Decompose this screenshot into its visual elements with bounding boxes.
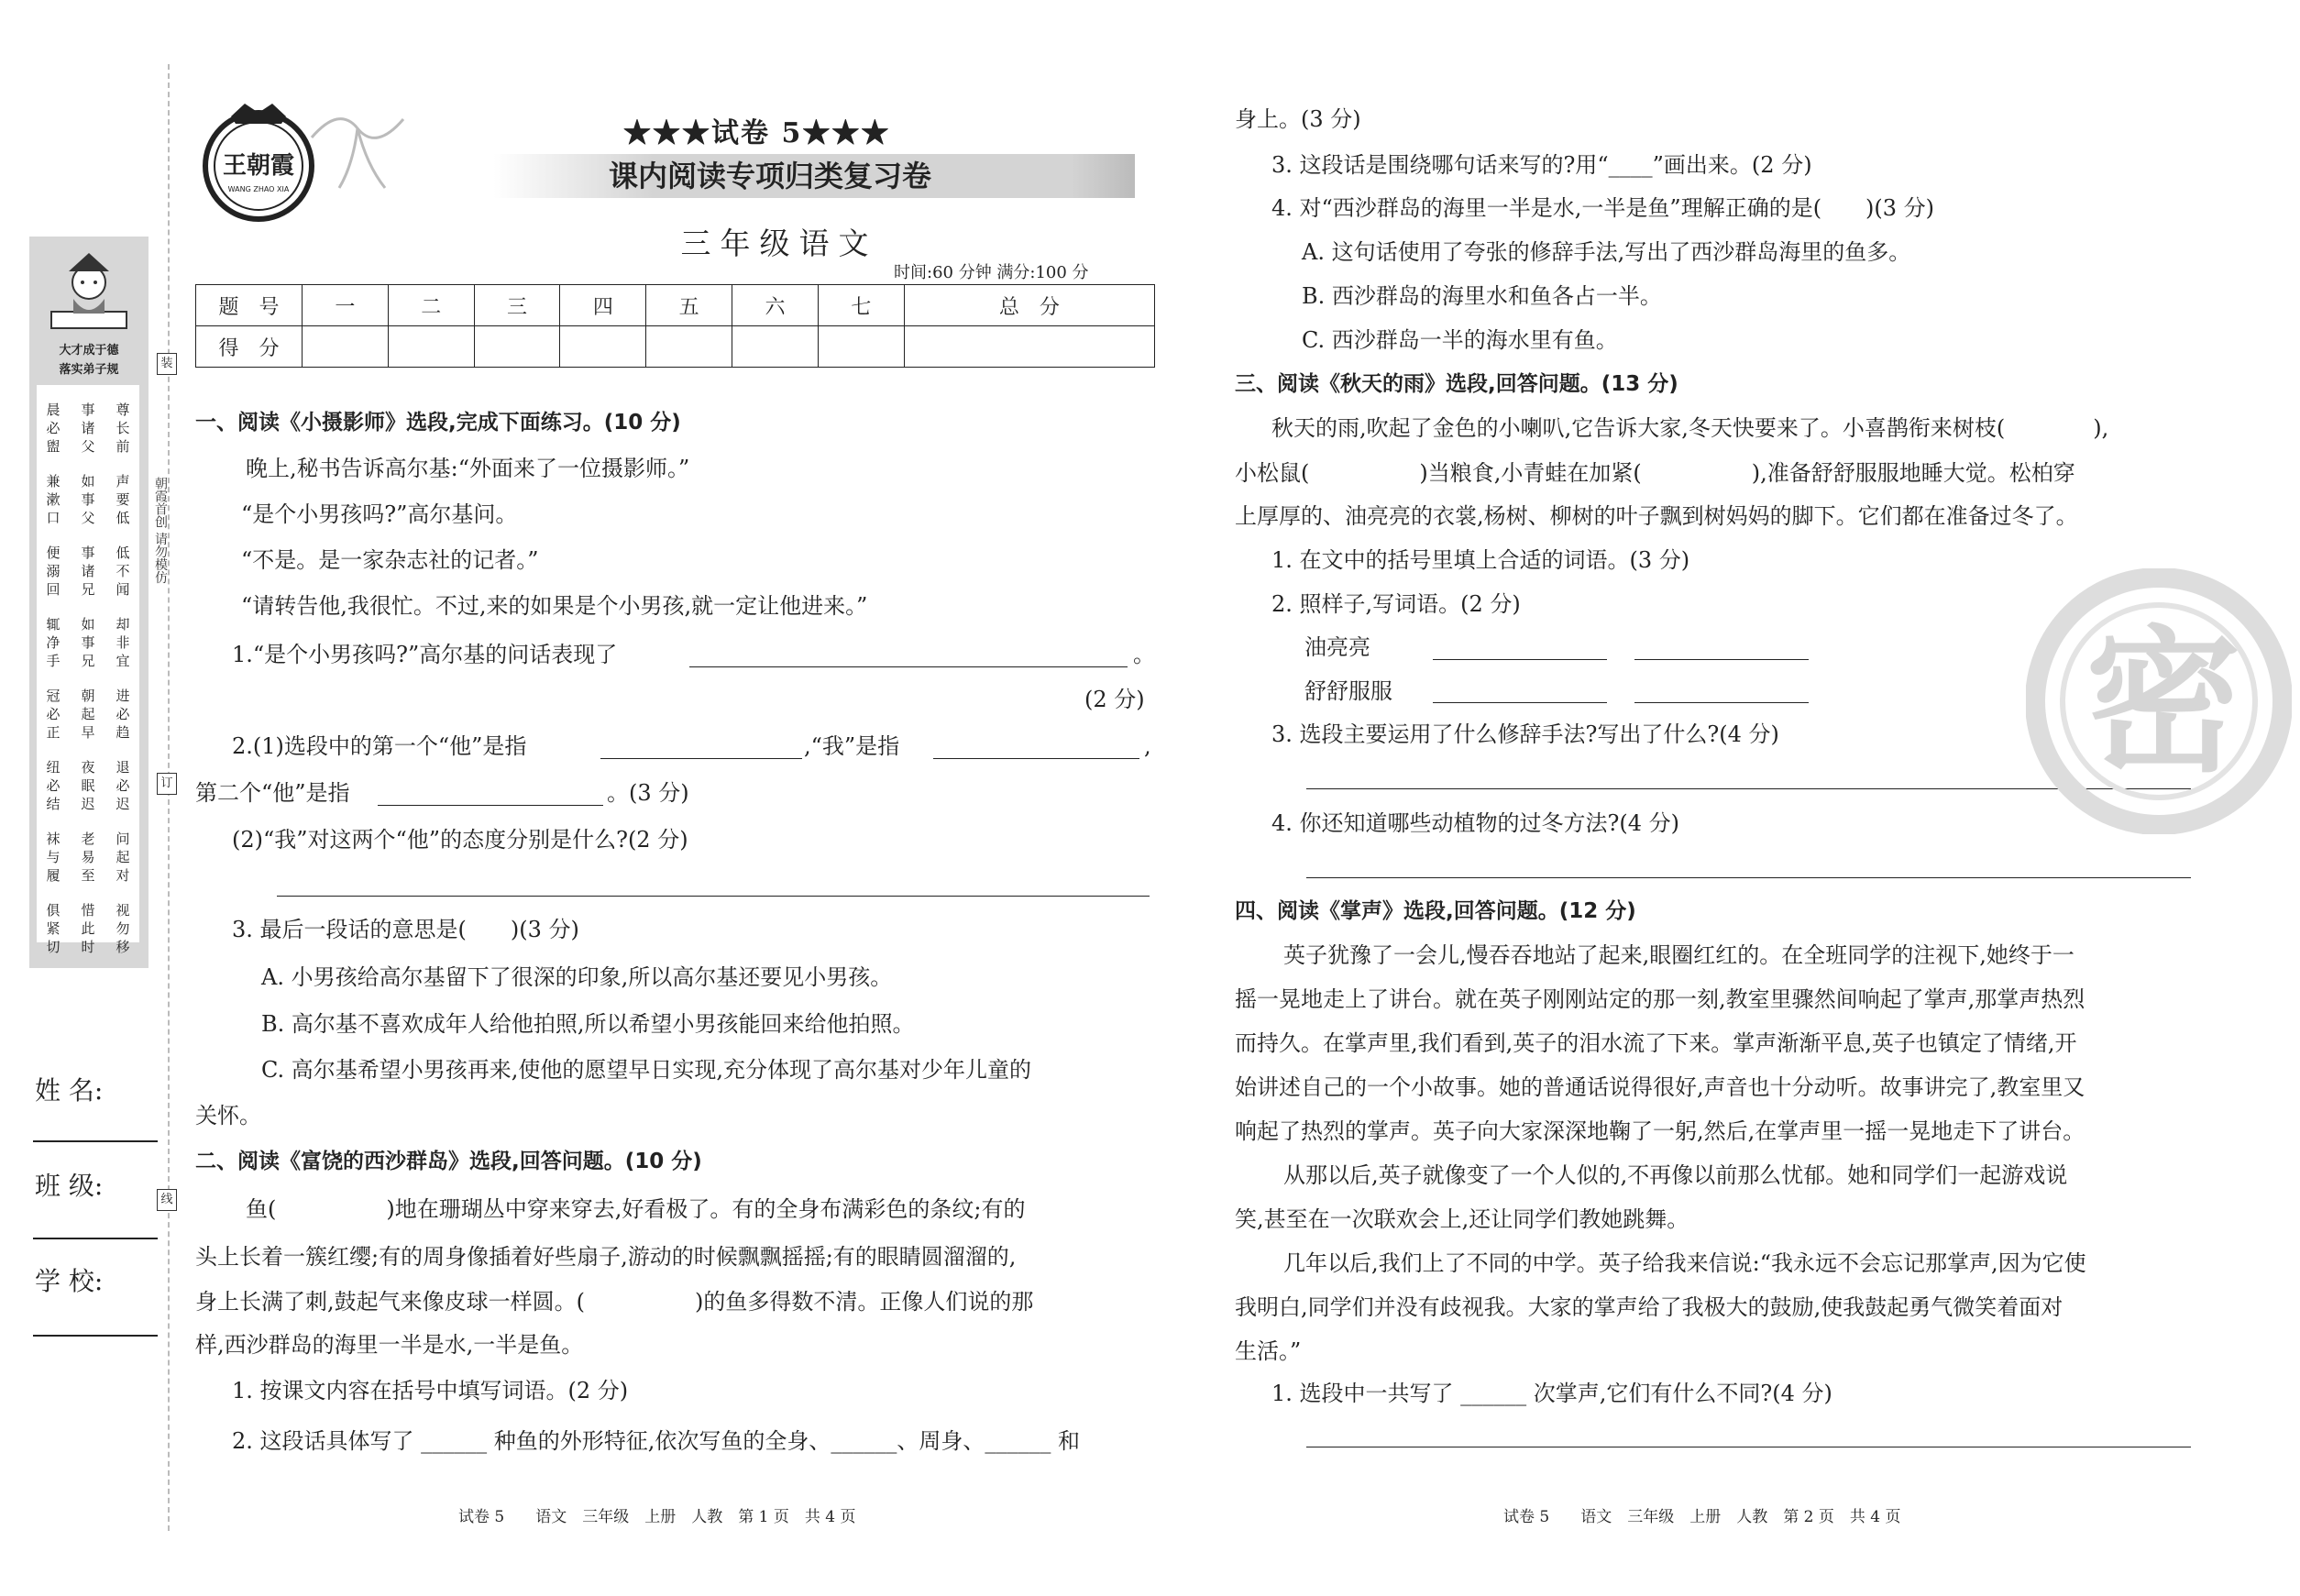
rule-char: 结: [46, 796, 61, 812]
answer-line[interactable]: [378, 805, 603, 806]
rule-char: 晨: [46, 402, 61, 418]
rule-char: 眠: [81, 777, 95, 794]
rule-char: 与: [46, 849, 61, 865]
passage-line: 摇一晃地走上了讲台。就在英子刚刚站定的那一刻,教室里骤然间响起了掌声,那掌声热烈: [1235, 986, 2085, 1012]
school-label: 学 校:: [35, 1266, 104, 1296]
rule-row: [42, 939, 134, 956]
passage-line: 身上长满了刺,鼓起气来像皮球一样圆。( )的鱼多得数不清。正像人们说的那: [195, 1289, 1034, 1315]
rule-char: 漱: [46, 491, 61, 508]
rule-char: 辄: [46, 616, 61, 633]
rule-char: 事: [81, 634, 95, 651]
rule-row: [42, 724, 134, 742]
passage-line: 小松鼠( )当粮食,小青蛙在加紧( ),准备舒舒服服地睡大觉。松柏穿: [1235, 460, 2075, 486]
rule-char: 袜: [46, 831, 61, 847]
rule-char: 父: [81, 438, 95, 455]
section-4-title: 四、阅读《掌声》选段,回答问题。(12 分): [1235, 899, 1636, 923]
rule-char: 长: [116, 420, 130, 436]
rule-char: 便: [46, 545, 61, 561]
rule-char: 切: [46, 939, 61, 955]
page-footer-right: 试卷 5 语文 三年级 上册 人教 第 2 页 共 4 页: [1503, 1508, 1901, 1526]
rule-row: [42, 867, 134, 885]
question-4: 4. 你还知道哪些动植物的过冬方法?(4 分): [1271, 810, 1680, 836]
rule-char: 声: [116, 473, 130, 490]
rule-row: [42, 473, 134, 490]
rule-char: 履: [46, 867, 61, 884]
passage-line: 始讲述自己的一个小故事。她的普通话说得很好,声音也十分动听。故事讲完了,教室里又: [1235, 1074, 2085, 1100]
table-cell: 五: [646, 285, 732, 326]
section-1-title: 一、阅读《小摄影师》选段,完成下面练习。(10 分): [195, 411, 681, 435]
rule-char: 手: [46, 653, 61, 669]
rule-row: [42, 796, 134, 813]
section-2-title: 二、阅读《富饶的西沙群岛》选段,回答问题。(10 分): [195, 1150, 702, 1173]
rule-row: [42, 706, 134, 723]
rule-char: 父: [81, 510, 95, 526]
rule-char: 必: [46, 420, 61, 436]
question-3: 3. 这段话是围绕哪句话来写的?用“____”画出来。(2 分): [1271, 152, 1812, 178]
rule-char: 时: [81, 939, 95, 955]
side-motto: 大才成于德 落实弟子规: [59, 344, 119, 377]
rule-row: [42, 688, 134, 705]
rule-row: [42, 634, 134, 652]
example-word-1: 油亮亮: [1304, 634, 1370, 660]
rule-row: [42, 545, 134, 562]
page-subtitle: 课内阅读专项归类复习卷: [608, 159, 931, 193]
rule-char: 惜: [81, 902, 95, 919]
rule-char: 事: [81, 491, 95, 508]
question-2: 2. 这段话具体写了 ______ 种鱼的外形特征,依次写鱼的全身、______、周身、______ 和: [232, 1428, 1081, 1454]
rule-char: 退: [116, 759, 130, 776]
question-2-1b: ,“我”是指: [804, 733, 900, 759]
score-cell[interactable]: [904, 326, 1154, 368]
passage-line: “请转告他,我很忙。不过,来的如果是个小男孩,就一定让他进来。”: [241, 593, 868, 619]
rule-row: [42, 510, 134, 527]
section-3-title: 三、阅读《秋天的雨》选段,回答问题。(13 分): [1235, 372, 1678, 396]
page-footer-left: 试卷 5 语文 三年级 上册 人教 第 1 页 共 4 页: [458, 1508, 856, 1526]
passage-line: 笑,甚至在一次联欢会上,还让同学们教她跳舞。: [1235, 1206, 1689, 1232]
bind-mark-2: 订: [157, 773, 177, 795]
secret-stamp-icon: [2026, 568, 2292, 834]
scholar-figure-icon: [46, 248, 132, 335]
copyright-note: 朝霞首创 请勿模仿: [153, 477, 168, 584]
rule-char: 进: [116, 688, 130, 704]
question-2-1: 2.(1)选段中的第一个“他”是指: [232, 733, 527, 759]
rule-char: 移: [116, 939, 130, 955]
rule-char: 夜: [81, 759, 95, 776]
rule-char: 如: [81, 616, 95, 633]
rule-char: 盥: [46, 438, 61, 455]
question-3: 3. 选段主要运用了什么修辞手法?写出了什么?(4 分): [1271, 721, 1779, 747]
rule-row: [42, 777, 134, 795]
rule-char: 要: [116, 491, 130, 508]
answer-line[interactable]: [1433, 659, 1607, 660]
rule-char: 如: [81, 473, 95, 490]
rule-char: 口: [46, 510, 61, 526]
passage-line: 秋天的雨,吹起了金色的小喇叭,它告诉大家,冬天快要来了。小喜鹊衔来树枝( ),: [1271, 415, 2109, 441]
option-c[interactable]: C. 西沙群岛一半的海水里有鱼。: [1302, 327, 1618, 353]
ribbon-decoration-icon: [303, 101, 413, 193]
answer-line[interactable]: [1634, 659, 1809, 660]
rule-row: [42, 420, 134, 437]
question-2-1c: 第二个“他”是指: [195, 780, 350, 806]
answer-line[interactable]: [1433, 702, 1607, 703]
score-cell[interactable]: [732, 326, 819, 368]
rule-char: 对: [116, 867, 130, 884]
rule-char: 非: [116, 634, 130, 651]
score-table-header-row: [196, 285, 1155, 326]
question-2-2: (2)“我”对这两个“他”的态度分别是什么?(2 分): [232, 827, 688, 853]
rule-char: 回: [46, 581, 61, 598]
rule-char: 此: [81, 920, 95, 937]
question-3: 3. 最后一段话的意思是( )(3 分): [232, 917, 579, 942]
rule-char: 至: [81, 867, 95, 884]
school-field[interactable]: [33, 1335, 158, 1337]
class-label: 班 级:: [35, 1171, 104, 1201]
passage-line: 生活。”: [1235, 1338, 1302, 1364]
rule-row: [42, 653, 134, 670]
passage-line: “是个小男孩吗?”高尔基问。: [241, 501, 518, 527]
rule-row: [42, 581, 134, 599]
fold-line: [168, 64, 170, 1531]
rule-char: 诸: [81, 563, 95, 579]
option-b[interactable]: B. 西沙群岛的海里水和鱼各占一半。: [1302, 283, 1662, 309]
rule-row: [42, 491, 134, 509]
passage-line: 样,西沙群岛的海里一半是水,一半是鱼。: [195, 1332, 584, 1358]
rule-row: [42, 438, 134, 456]
name-field[interactable]: [33, 1140, 158, 1142]
table-cell: 总 分: [904, 285, 1154, 326]
rule-char: 视: [116, 902, 130, 919]
rule-row: [42, 920, 134, 938]
rule-char: 诸: [81, 420, 95, 436]
question-1: 1. 选段中一共写了 ______ 次掌声,它们有什么不同?(4 分): [1271, 1381, 1832, 1406]
answer-line[interactable]: [933, 758, 1139, 759]
passage-line: “不是。是一家杂志社的记者。”: [241, 547, 539, 573]
rule-char: 朝: [81, 688, 95, 704]
passage-line: 鱼( )地在珊瑚丛中穿来穿去,好看极了。有的全身布满彩色的条纹;有的: [246, 1196, 1026, 1222]
passage-line: 而持久。在掌声里,我们看到,英子的泪水流了下来。掌声渐渐平息,英子也镇定了情绪,开: [1235, 1030, 2077, 1056]
rule-char: 闻: [116, 581, 130, 598]
passage-line: 头上长着一簇红缨;有的周身像插着好些扇子,游动的时候飘飘摇摇;有的眼睛圆溜溜的,: [195, 1244, 1017, 1270]
rule-char: 起: [116, 849, 130, 865]
passage-line: 我明白,同学们并没有歧视我。大家的掌声给了我极大的鼓励,使我鼓起勇气微笑着面对: [1235, 1294, 2063, 1320]
rule-char: 低: [116, 545, 130, 561]
rule-char: 尊: [116, 402, 130, 418]
option-a[interactable]: A. 小男孩给高尔基留下了很深的印象,所以高尔基还要见小男孩。: [261, 964, 893, 990]
question-4: 4. 对“西沙群岛的海里一半是水,一半是鱼”理解正确的是( )(3 分): [1271, 195, 1935, 221]
rule-char: 趋: [116, 724, 130, 741]
logo-subtext: WANG ZHAO XIA: [227, 185, 290, 193]
rule-row: [42, 902, 134, 919]
rule-char: 易: [81, 849, 95, 865]
rule-char: 却: [116, 616, 130, 633]
passage-line: 英子犹豫了一会儿,慢吞吞地站了起来,眼圈红红的。在全班同学的注视下,她终于一: [1283, 942, 2074, 968]
question-1: 1. 按课文内容在括号中填写词语。(2 分): [232, 1378, 629, 1403]
bind-mark-1: 装: [157, 353, 177, 375]
passage-line: 上厚厚的、油亮亮的衣裳,杨树、柳树的叶子飘到树妈妈的脚下。它们都在准备过冬了。: [1235, 503, 2078, 529]
rule-char: 勿: [116, 920, 130, 937]
rule-char: 事: [81, 402, 95, 418]
rule-char: 老: [81, 831, 95, 847]
rule-char: 纽: [46, 759, 61, 776]
rule-char: 早: [81, 724, 95, 741]
logo-text: 王朝霞: [222, 152, 295, 180]
table-cell: 一: [303, 285, 389, 326]
answer-line[interactable]: [689, 666, 1128, 667]
page-title: 三年级语文: [680, 226, 878, 261]
class-field[interactable]: [33, 1238, 158, 1239]
rule-row: [42, 616, 134, 633]
rule-char: 事: [81, 545, 95, 561]
answer-line[interactable]: [1306, 877, 2191, 878]
rule-char: 不: [116, 563, 130, 579]
rule-char: 必: [116, 777, 130, 794]
rule-row: [42, 759, 134, 776]
rule-char: 净: [46, 634, 61, 651]
question-1: 1. 在文中的括号里填上合适的词语。(3 分): [1271, 547, 1690, 573]
option-c[interactable]: C. 高尔基希望小男孩再来,使他的愿望早日实现,充分体现了高尔基对少年儿童的: [261, 1057, 1032, 1083]
score-table: [195, 284, 1155, 368]
rule-char: 正: [46, 724, 61, 741]
option-a[interactable]: A. 这句话使用了夸张的修辞手法,写出了西沙群岛海里的鱼多。: [1302, 239, 1911, 265]
question-1: 1.“是个小男孩吗?”高尔基的问话表现了: [232, 642, 618, 667]
table-cell: 二: [388, 285, 474, 326]
rule-char: 必: [46, 777, 61, 794]
rule-char: 紧: [46, 920, 61, 937]
example-word-2: 舒舒服服: [1304, 678, 1392, 704]
option-c-cont: 关怀。: [195, 1103, 261, 1128]
rule-char: 起: [81, 706, 95, 722]
score-table-score-row: [196, 326, 1155, 368]
rule-char: 溺: [46, 563, 61, 579]
rule-row: [42, 402, 134, 419]
passage-line: 几年以后,我们上了不同的中学。英子给我来信说:“我永远不会忘记那掌声,因为它使: [1283, 1250, 2086, 1276]
answer-line[interactable]: [600, 758, 802, 759]
exam-number: ★★★试卷 5★★★: [623, 117, 891, 149]
question-score: (2 分): [1084, 687, 1145, 712]
table-cell: 得 分: [196, 326, 303, 368]
score-cell[interactable]: [560, 326, 646, 368]
rule-char: 必: [116, 706, 130, 722]
table-cell: 三: [474, 285, 560, 326]
rule-char: 宜: [116, 653, 130, 669]
rule-char: 前: [116, 438, 130, 455]
table-cell: 四: [560, 285, 646, 326]
svg-text:密: 密: [2085, 612, 2242, 794]
question-2: 2. 照样子,写词语。(2 分): [1271, 591, 1521, 617]
bind-mark-3: 线: [157, 1189, 177, 1211]
rule-char: 冠: [46, 688, 61, 704]
score-cell[interactable]: [474, 326, 560, 368]
rule-row: [42, 849, 134, 866]
score-cell[interactable]: [646, 326, 732, 368]
rule-char: 兼: [46, 473, 61, 490]
rule-char: 问: [116, 831, 130, 847]
table-cell: 七: [818, 285, 904, 326]
comma-mark: ,: [1144, 733, 1151, 759]
question-cont: 身上。(3 分): [1235, 106, 1361, 132]
question-score: 。(3 分): [607, 780, 689, 806]
rule-char: 迟: [81, 796, 95, 812]
rule-char: 俱: [46, 902, 61, 919]
score-cell[interactable]: [303, 326, 389, 368]
score-cell[interactable]: [388, 326, 474, 368]
period-mark: 。: [1133, 642, 1155, 667]
table-cell: 六: [732, 285, 819, 326]
time-info: 时间:60 分钟 满分:100 分: [894, 263, 1089, 282]
rule-char: 兄: [81, 581, 95, 598]
rule-char: 迟: [116, 796, 130, 812]
rule-char: 低: [116, 510, 130, 526]
score-cell[interactable]: [818, 326, 904, 368]
rule-row: [42, 831, 134, 848]
answer-line[interactable]: [1634, 702, 1809, 703]
table-cell: 题 号: [196, 285, 303, 326]
rule-char: 必: [46, 706, 61, 722]
rule-char: 兄: [81, 653, 95, 669]
answer-line[interactable]: [277, 896, 1150, 897]
name-label: 姓 名:: [35, 1075, 104, 1106]
passage-line: 晚上,秘书告诉高尔基:“外面来了一位摄影师。”: [246, 456, 690, 481]
option-b[interactable]: B. 高尔基不喜欢成年人给他拍照,所以希望小男孩能回来给他拍照。: [261, 1011, 915, 1037]
passage-line: 响起了热烈的掌声。英子向大家深深地鞠了一躬,然后,在掌声里一摇一晃地走下了讲台。: [1235, 1118, 2085, 1144]
passage-line: 从那以后,英子就像变了一个人似的,不再像以前那么忧郁。她和同学们一起游戏说: [1283, 1162, 2068, 1188]
rule-row: [42, 563, 134, 580]
